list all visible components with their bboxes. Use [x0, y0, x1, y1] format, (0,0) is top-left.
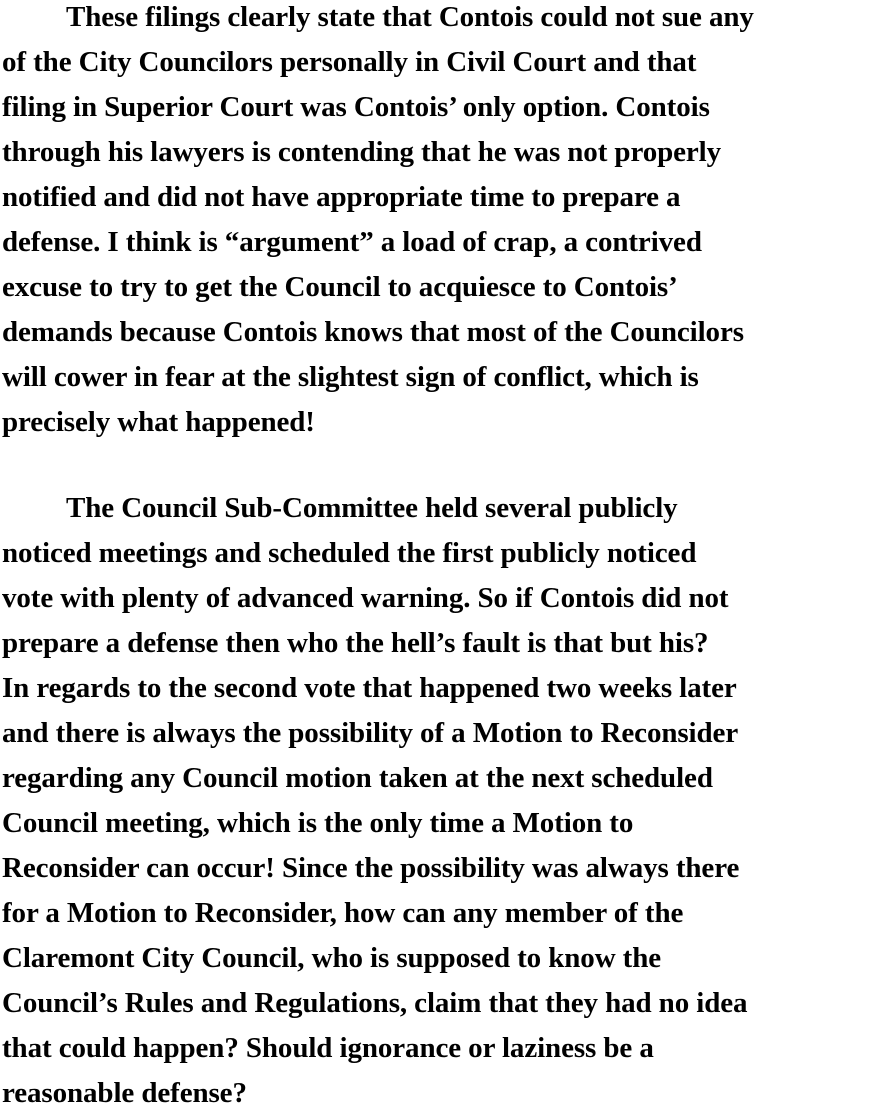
text-line: Council’s Rules and Regulations, claim that they had no idea	[2, 987, 748, 1019]
text-line: of the City Councilors personally in Civil Court and that	[2, 46, 697, 78]
text-line: reasonable defense?	[2, 1077, 247, 1109]
text-line: demands because Contois knows that most of the Councilors	[2, 316, 744, 348]
text-line: vote with plenty of advanced warning. So if Contois did not	[2, 582, 729, 614]
text-line: through his lawyers is contending that he was not properly	[2, 136, 722, 168]
text-line: precisely what happened!	[2, 406, 315, 438]
paragraph-filings	[2, 0, 878, 445]
text-line: These filings clearly state that Contois could not sue any	[66, 1, 754, 33]
text-line: The Council Sub-Committee held several publicly	[66, 492, 678, 524]
text-line: for a Motion to Reconsider, how can any member of the	[2, 897, 684, 929]
paragraph-sub-committee	[2, 486, 878, 1116]
text-line: Reconsider can occur! Since the possibility was always there	[2, 852, 740, 884]
text-line: will cower in fear at the slightest sign of conflict, which is	[2, 361, 699, 393]
text-line: Claremont City Council, who is supposed to know the	[2, 942, 662, 974]
text-line: regarding any Council motion taken at the next scheduled	[2, 762, 713, 794]
text-line: that could happen? Should ignorance or laziness be a	[2, 1032, 654, 1064]
text-line: noticed meetings and scheduled the first publicly noticed	[2, 537, 697, 569]
text-line: Council meeting, which is the only time a Motion to	[2, 807, 634, 839]
text-line: notified and did not have appropriate time to prepare a	[2, 181, 681, 213]
text-line: prepare a defense then who the hell’s fault is that but his?	[2, 627, 709, 659]
text-line: filing in Superior Court was Contois’ only option. Contois	[2, 91, 710, 123]
text-line: and there is always the possibility of a Motion to Reconsider	[2, 717, 739, 749]
text-line: excuse to try to get the Council to acquiesce to Contois’	[2, 271, 678, 303]
text-line: defense. I think is “argument” a load of crap, a contrived	[2, 226, 702, 258]
text-line: In regards to the second vote that happened two weeks later	[2, 672, 737, 704]
